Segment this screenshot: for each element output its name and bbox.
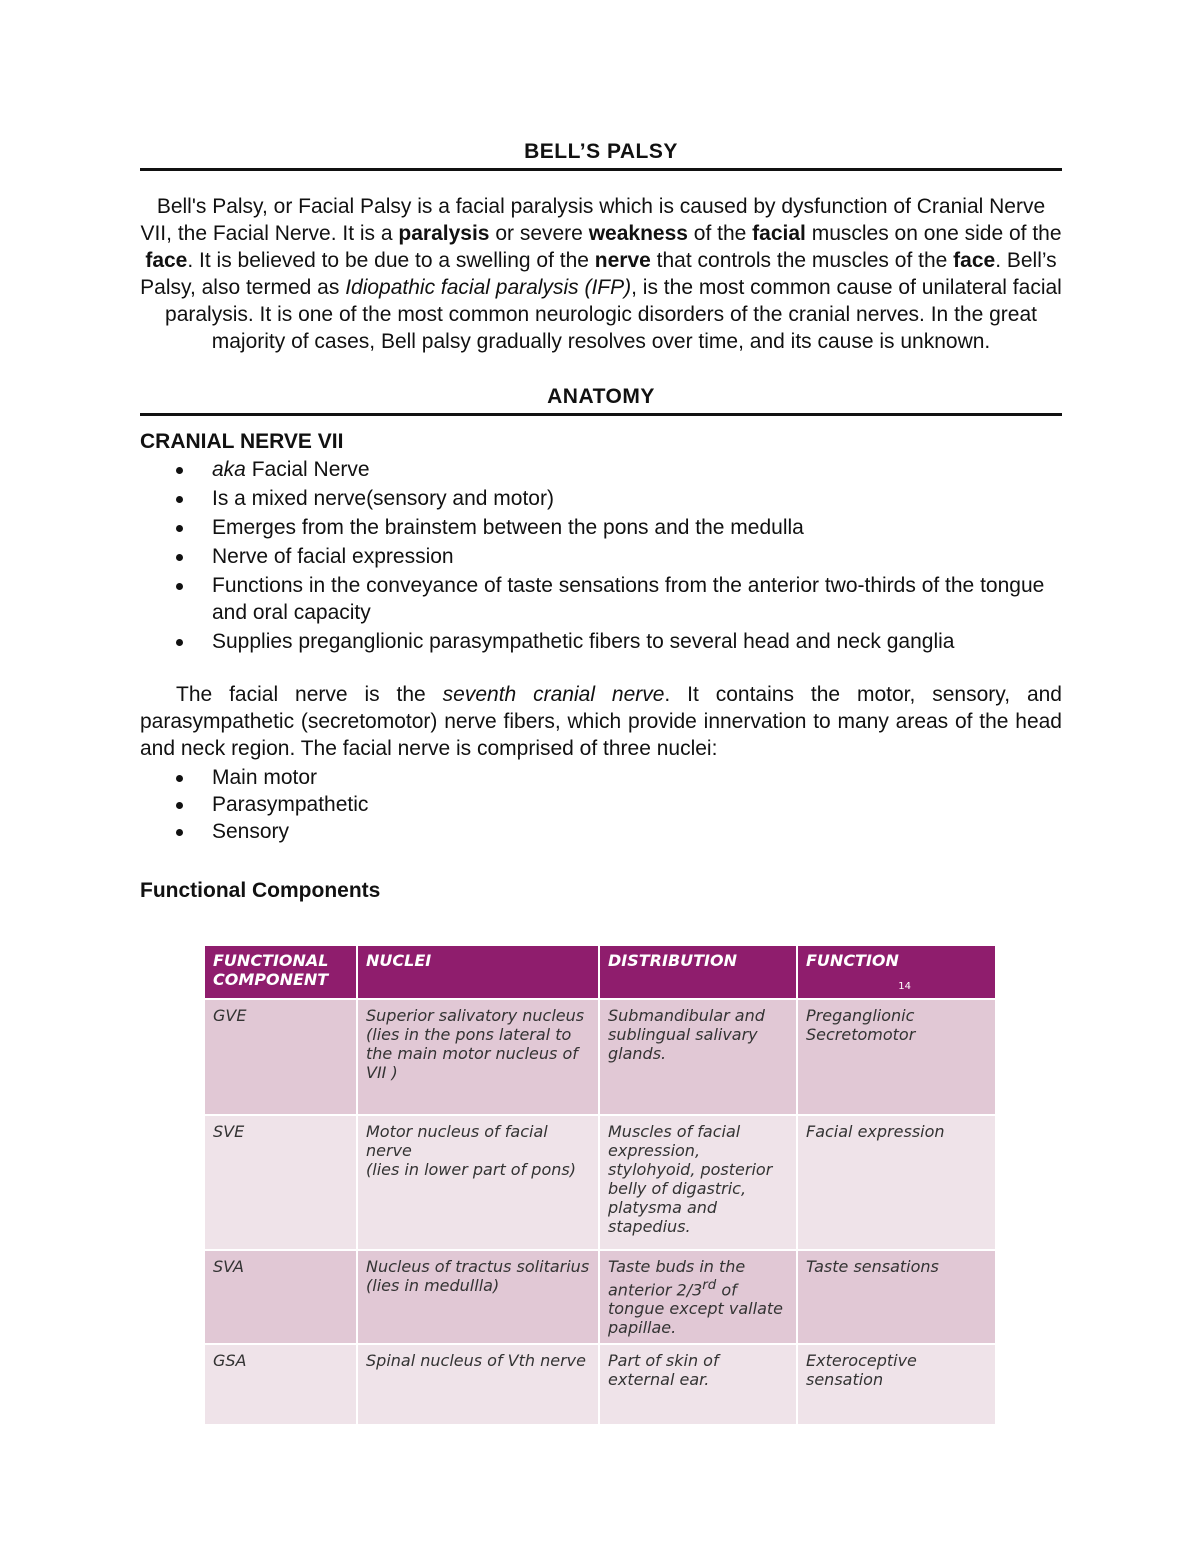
intro-text: of the	[687, 222, 753, 245]
intro-bold: face	[145, 249, 188, 272]
intro-text: muscles on one side of the	[805, 222, 1062, 245]
distribution-text: of tongue except vallate papillae.	[608, 1280, 783, 1338]
functional-components-heading: Functional Components	[140, 879, 381, 902]
list-item-text: Main motor	[212, 766, 318, 789]
list-item-text: Nerve of facial expression	[212, 545, 454, 568]
intro-text: Bell's Palsy, or Facial Palsy is a facial paralysis which is caused by dysfunction of Cranial Nerve VII, the Facial Nerve. It is a	[140, 195, 1046, 245]
nuclei-name: Superior salivatory nucleus	[366, 1006, 585, 1025]
header-distribution: DISTRIBUTION	[599, 946, 797, 999]
cranial-nerve-heading: CRANIAL NERVE VII	[140, 430, 344, 453]
header-function	[797, 946, 995, 999]
bullet-icon	[176, 829, 183, 836]
bullet-icon	[176, 496, 183, 503]
list-item	[140, 764, 1062, 791]
nuclei-list	[140, 764, 1062, 845]
cell-component: SVE	[205, 1115, 357, 1250]
intro-text: . It is believed to be due to a swelling of the	[187, 249, 595, 272]
header-function-label: FUNCTION	[806, 951, 899, 970]
cranial-nerve-list	[140, 456, 1062, 655]
list-item-text: Is a mixed nerve(sensory and motor)	[212, 487, 554, 510]
intro-bold: nerve	[594, 249, 651, 272]
document-title: BELL’S PALSY	[140, 140, 1062, 171]
intro-bold: weakness	[588, 222, 688, 245]
list-item-text: Parasympathetic	[212, 793, 369, 816]
cell-component: GVE	[205, 999, 357, 1115]
distribution-superscript: rd	[702, 1278, 717, 1293]
table-header-row	[205, 946, 995, 999]
table-row	[205, 1250, 995, 1344]
intro-text: , is the most common cause of unilateral facial paralysis. It is one of the most common neurologic disorders of the cranial nerves. In the great majority of cases, Bell palsy gradually resolves over time, and its cause is unknown.	[165, 276, 1062, 353]
table-row	[205, 999, 995, 1115]
cell-distribution: Part of skin of external ear.	[599, 1344, 797, 1424]
bullet-icon	[176, 525, 183, 532]
facial-nerve-paragraph	[140, 681, 1062, 762]
bullet-icon	[176, 639, 183, 646]
bullet-icon	[176, 775, 183, 782]
header-component: FUNCTIONAL COMPONENT	[205, 946, 357, 999]
header-nuclei: NUCLEI	[357, 946, 599, 999]
intro-bold: facial	[752, 222, 806, 245]
intro-bold: paralysis	[398, 222, 490, 245]
list-item	[140, 572, 1062, 626]
bullet-icon	[176, 802, 183, 809]
list-item-text: Facial Nerve	[245, 458, 370, 481]
list-item-text: Sensory	[212, 820, 290, 843]
anatomy-section	[140, 385, 1062, 903]
intro-text: or severe	[489, 222, 589, 245]
intro-paragraph	[140, 193, 1062, 355]
anatomy-heading: ANATOMY	[140, 385, 1062, 416]
cell-function: Taste sensations	[797, 1250, 995, 1344]
cell-component: SVA	[205, 1250, 357, 1344]
cell-distribution	[599, 1250, 797, 1344]
nuclei-note: (lies in the pons lateral to the main motor nucleus of VII )	[366, 1025, 578, 1082]
list-item-text: Emerges from the brainstem between the pons and the medulla	[212, 516, 804, 539]
cell-component: GSA	[205, 1344, 357, 1424]
document-page	[140, 140, 1062, 903]
list-item	[140, 791, 1062, 818]
list-item-text: Supplies preganglionic parasympathetic fibers to several head and neck ganglia	[212, 630, 955, 653]
distribution-text: Taste buds in the anterior 2/3	[608, 1257, 746, 1300]
functional-components-table	[205, 946, 995, 1424]
page-number: 14	[898, 981, 911, 992]
list-item-italic: aka	[212, 458, 246, 481]
list-item-text: Functions in the conveyance of taste sensations from the anterior two-thirds of the tongue and oral capacity	[212, 574, 1045, 624]
list-item	[140, 485, 1062, 512]
cell-nuclei: Spinal nucleus of Vth nerve	[357, 1344, 599, 1424]
intro-text: that controls the muscles of the	[650, 249, 954, 272]
list-item	[140, 818, 1062, 845]
list-item	[140, 628, 1062, 655]
nuclei-note: (lies in lower part of pons)	[366, 1160, 576, 1179]
cell-nuclei	[357, 999, 599, 1115]
cell-nuclei: Nucleus of tractus solitarius (lies in medullla)	[357, 1250, 599, 1344]
list-item	[140, 543, 1062, 570]
bullet-icon	[176, 467, 183, 474]
cell-function: Facial expression	[797, 1115, 995, 1250]
table-row	[205, 1115, 995, 1250]
bullet-icon	[176, 554, 183, 561]
cell-function: Preganglionic Secretomotor	[797, 999, 995, 1115]
para-text: . It contains the motor, sensory, and parasympathetic (secretomotor) nerve fibers, which provide innervation to many areas of the head and neck region. The facial nerve is comprised of three nuclei:	[140, 683, 1062, 760]
cell-distribution: Submandibular and sublingual salivary glands.	[599, 999, 797, 1115]
cell-distribution: Muscles of facial expression, stylohyoid, posterior belly of digastric, platysma and stapedius.	[599, 1115, 797, 1250]
para-text: The facial nerve is the	[176, 683, 443, 706]
intro-italic: Idiopathic facial paralysis (IFP)	[345, 276, 632, 299]
list-item	[140, 514, 1062, 541]
intro-text: . Bell’s Palsy, also termed as	[140, 249, 1057, 299]
cell-function: Exteroceptive sensation	[797, 1344, 995, 1424]
nuclei-name: Motor nucleus of facial nerve	[366, 1122, 548, 1160]
list-item	[140, 456, 1062, 483]
intro-bold: face	[953, 249, 996, 272]
table-row	[205, 1344, 995, 1424]
bullet-icon	[176, 583, 183, 590]
cell-nuclei	[357, 1115, 599, 1250]
para-italic: seventh cranial nerve	[442, 683, 665, 706]
